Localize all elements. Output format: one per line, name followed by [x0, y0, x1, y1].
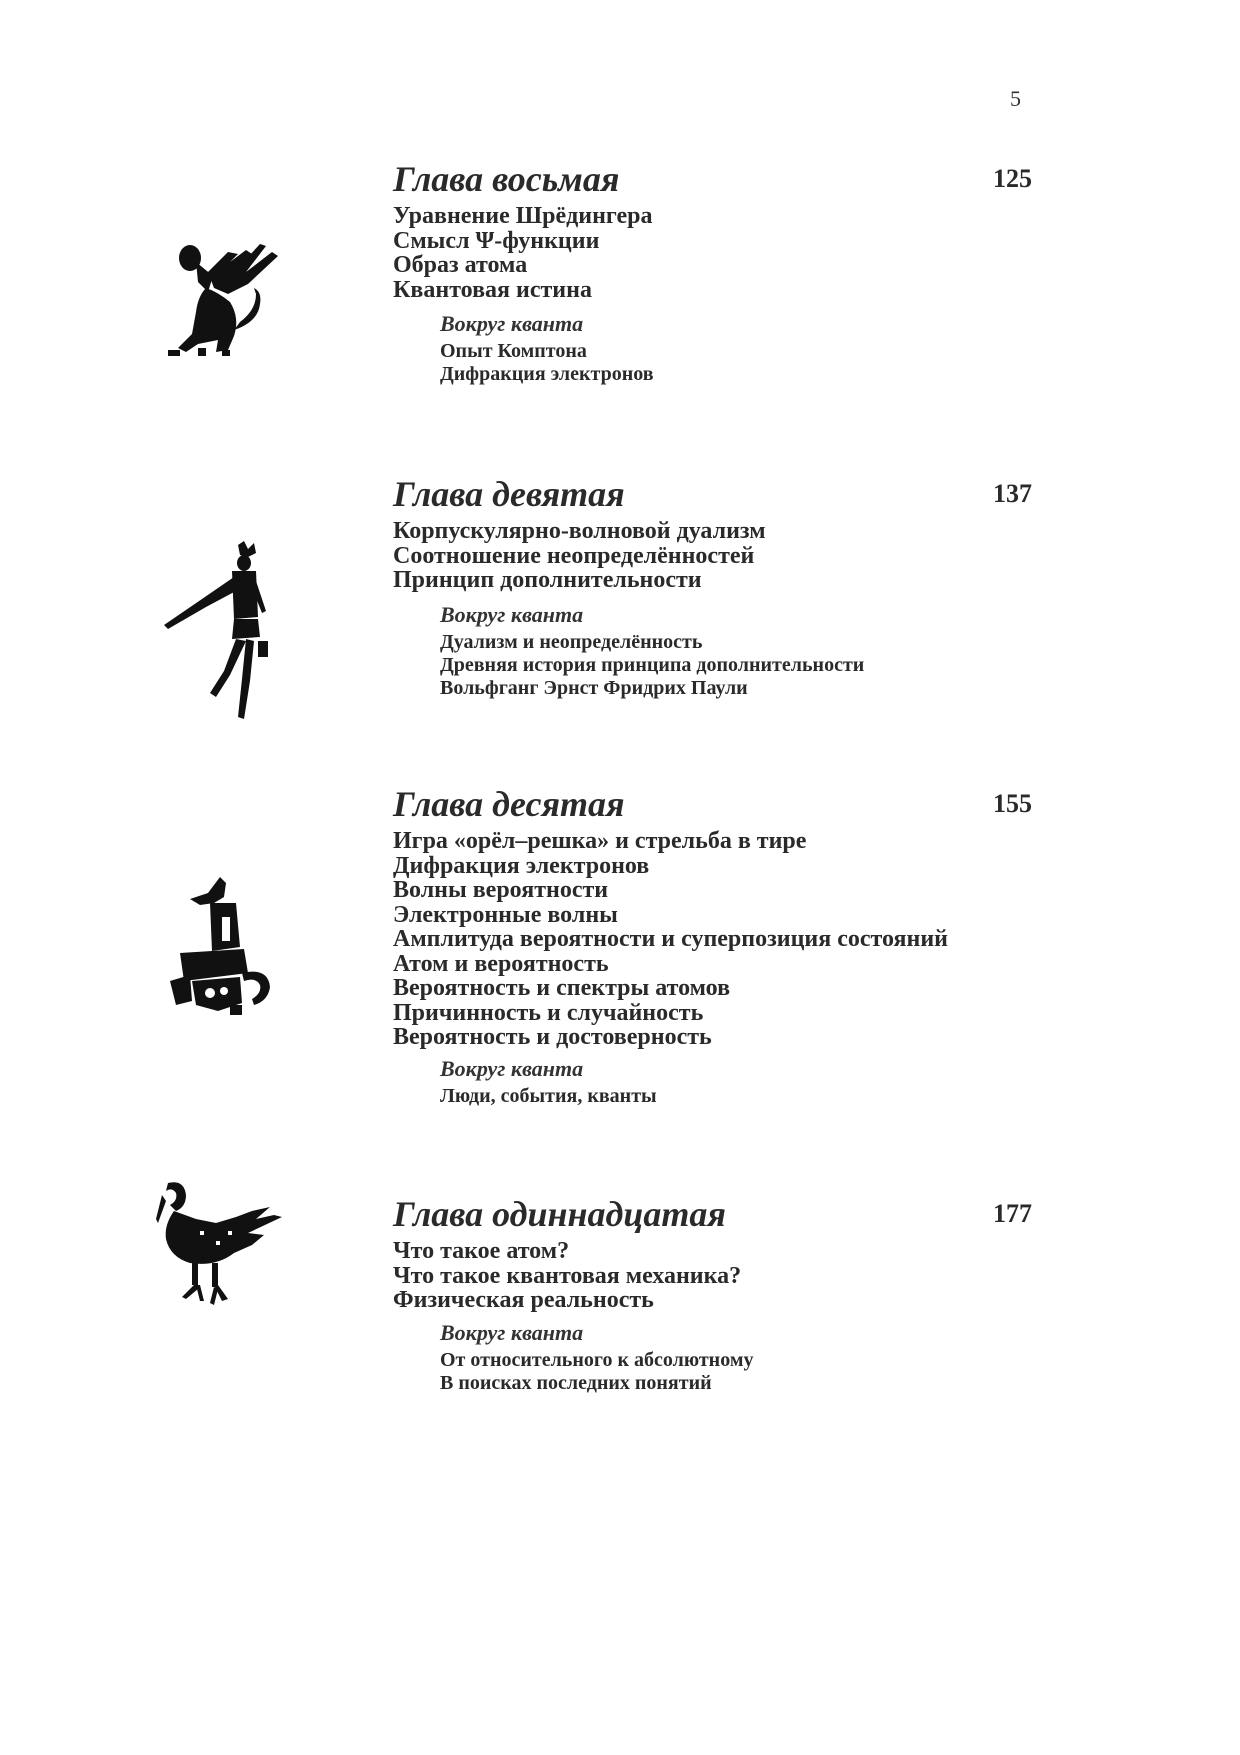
chapter-title: Глава девятая: [393, 474, 625, 514]
around-quantum-section: [440, 1319, 753, 1395]
around-quantum-title: Вокруг кванта: [440, 1056, 584, 1081]
topic-item: Атом и вероятность: [393, 950, 609, 977]
topic-list: [393, 519, 766, 593]
topic-item: Дифракция электронов: [393, 852, 650, 879]
around-quantum-section: [440, 1055, 657, 1108]
around-quantum-title: Вокруг кванта: [440, 1320, 584, 1345]
chapter-page-number: 125: [993, 164, 1032, 193]
around-quantum-section: [440, 310, 654, 386]
topic-item: Игра «орёл–решка» и стрельба в тире: [393, 828, 807, 854]
chapter-page-number: 137: [993, 479, 1032, 508]
topic-item: Электронные волны: [393, 901, 618, 928]
bird-icon: [156, 1181, 301, 1321]
seated-creature-icon: [170, 877, 280, 1017]
around-quantum-list: [440, 1349, 753, 1395]
topic-item: Амплитуда вероятности и суперпозиция состояний: [393, 926, 948, 952]
topic-item: Смысл Ψ-функции: [393, 227, 600, 254]
page-number: 5: [1010, 86, 1021, 111]
chapter-title: Глава одиннадцатая: [393, 1194, 726, 1234]
chapter-title: Глава восьмая: [393, 159, 620, 199]
around-quantum-item: Люди, события, кванты: [440, 1085, 657, 1107]
chapter-page-number: 177: [993, 1199, 1032, 1228]
around-quantum-list: [440, 1085, 657, 1108]
around-quantum-item: От относительного к абсолютному: [440, 1349, 754, 1371]
around-quantum-title: Вокруг кванта: [440, 602, 584, 627]
topic-item: Волны вероятности: [393, 877, 609, 903]
topic-item: Вероятность и достоверность: [393, 1024, 712, 1050]
topic-item: Квантовая истина: [393, 276, 592, 303]
topic-item: Образ атома: [393, 252, 528, 278]
topic-list: [393, 829, 948, 1050]
around-quantum-item: Опыт Комптона: [440, 340, 587, 362]
topic-item: Соотношение неопределённостей: [393, 542, 755, 569]
around-quantum-item: Вольфганг Эрнст Фридрих Паули: [440, 677, 748, 699]
around-quantum-item: Древняя история принципа дополнительности: [440, 654, 865, 676]
topic-list: [393, 204, 652, 302]
winged-sphinx-icon: [168, 232, 288, 362]
around-quantum-list: [440, 340, 654, 386]
topic-list: [393, 1239, 741, 1313]
topic-item: Причинность и случайность: [393, 999, 704, 1026]
topic-item: Вероятность и спектры атомов: [393, 975, 731, 1001]
around-quantum-list: [440, 631, 864, 700]
around-quantum-title: Вокруг кванта: [440, 311, 584, 336]
topic-item: Что такое атом?: [393, 1238, 570, 1264]
topic-item: Корпускулярно-волновой дуализм: [393, 518, 766, 544]
dancing-figure-icon: [162, 541, 282, 721]
topic-item: Что такое квантовая механика?: [393, 1262, 742, 1289]
around-quantum-section: [440, 601, 864, 700]
around-quantum-item: Дифракция электронов: [440, 363, 654, 385]
topic-item: Физическая реальность: [393, 1287, 654, 1313]
around-quantum-item: В поисках последних понятий: [440, 1372, 712, 1394]
chapter-page-number: 155: [993, 789, 1032, 818]
topic-item: Принцип дополнительности: [393, 567, 702, 593]
chapter-title: Глава десятая: [393, 784, 625, 824]
around-quantum-item: Дуализм и неопределённость: [440, 631, 703, 653]
topic-item: Уравнение Шрёдингера: [393, 203, 653, 229]
